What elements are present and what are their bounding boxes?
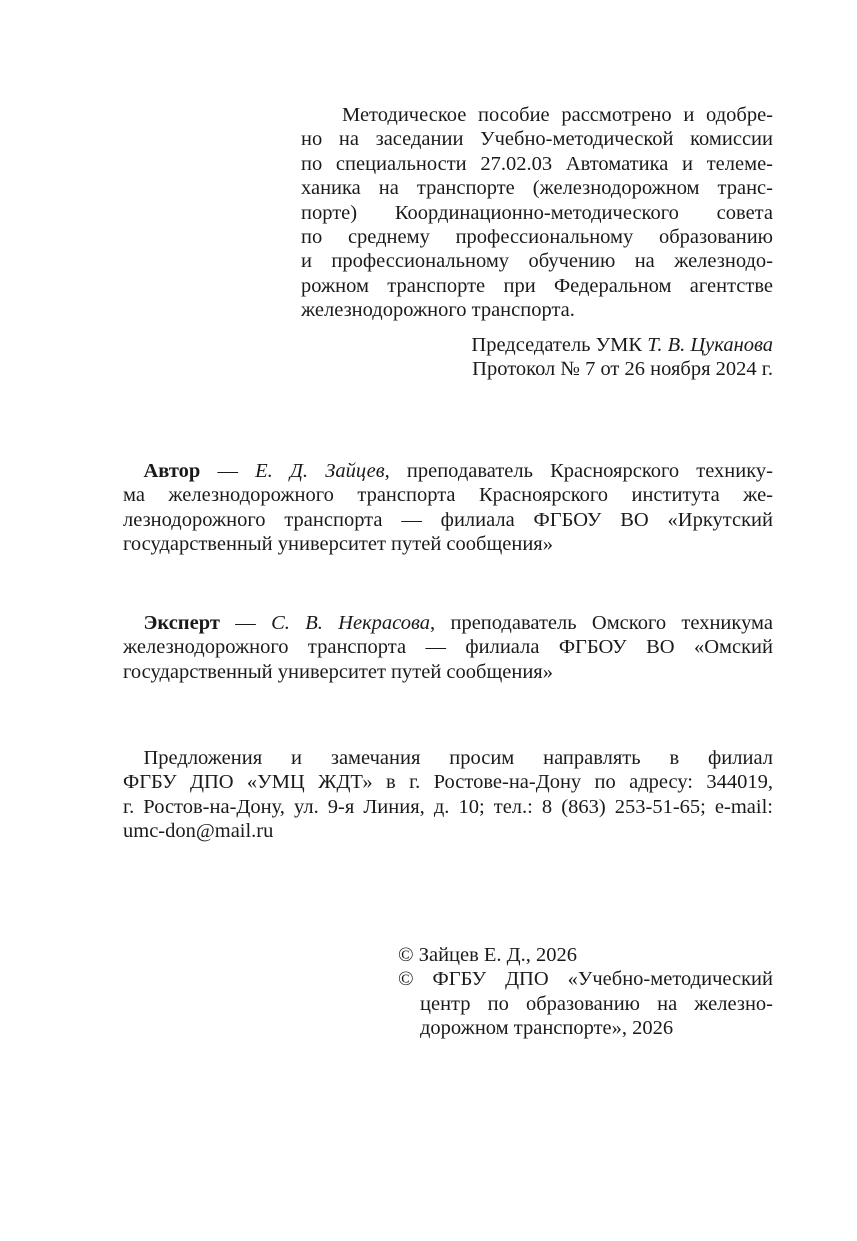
text-segment (123, 612, 144, 634)
approval-paragraph (301, 103, 773, 323)
approval-line: Методическое пособие рассмотрено и одобре- (301, 104, 773, 126)
copyright-line: дорожном транспорте», 2026 (420, 1017, 674, 1040)
role-label: Эксперт (143, 612, 220, 634)
text-segment (123, 460, 144, 482)
expert-line (123, 611, 773, 635)
person-name: Е. Д. Зайцев (255, 460, 385, 482)
chairman-signature (301, 333, 773, 382)
approval-line: и профессиональному обучению на железнодо- (301, 250, 773, 273)
chairman-label: Председатель УМК (471, 334, 648, 356)
approval-line: по специальности 27.02.03 Автоматика и телеме- (301, 152, 773, 175)
contacts-line: Предложения и замечания просим направлять в филиал (123, 747, 773, 769)
expert-paragraph (123, 611, 773, 684)
text-segment: — (200, 460, 256, 482)
role-label: Автор (143, 460, 201, 482)
author-line: ма железнодорожного транспорта Красноярского института же- (123, 484, 773, 507)
copyright-block (398, 943, 773, 1041)
contacts-line: г. Ростов-на-Дону, ул. 9-я Линия, д. 10; тел.: 8 (863) 253-51-65; e-mail: (123, 795, 773, 818)
contacts-line: ФГБУ ДПО «УМЦ ЖДТ» в г. Ростове-на-Дону по адресу: 344019, (123, 771, 773, 794)
expert-line: железнодорожного транспорта — филиала ФГБОУ ВО «Омский (123, 636, 773, 659)
author-line: лезнодорожного транспорта — филиала ФГБОУ ВО «Иркутский (123, 508, 773, 531)
chairman-name: Т. В. Цуканова (647, 334, 773, 356)
approval-line: по среднему профессиональному образованию (301, 225, 773, 248)
approval-line: но на заседании Учебно-методической комиссии (301, 128, 773, 151)
author-line (123, 459, 773, 483)
chairman-line (301, 333, 773, 357)
text-segment: , преподаватель Красноярского технику- (384, 460, 773, 482)
copyright-line: © ФГБУ ДПО «Учебно-методический (398, 968, 773, 991)
author-paragraph (123, 459, 773, 557)
expert-line: государственный университет путей сообщения» (123, 660, 553, 683)
contacts-paragraph (123, 746, 773, 844)
copyright-line: © Зайцев Е. Д., 2026 (398, 944, 578, 966)
person-name: С. В. Некрасова (271, 612, 431, 634)
approval-line: железнодорожного транспорта. (301, 299, 575, 322)
approval-line: рожном транспорте при Федеральном агентстве (301, 274, 773, 297)
copyright-line: центр по образованию на железно- (420, 992, 773, 1015)
contacts-line: umc-don@mail.ru (123, 820, 274, 843)
text-segment: , преподаватель Омского техникума (430, 612, 773, 634)
author-line: государственный университет путей сообщения» (123, 533, 553, 556)
protocol-line: Протокол № 7 от 26 ноября 2024 г. (472, 358, 773, 381)
approval-line: ханика на транспорте (железнодорожном транс- (301, 177, 773, 200)
text-segment: — (219, 612, 272, 634)
approval-line: порте) Координационно-методического совета (301, 201, 773, 224)
